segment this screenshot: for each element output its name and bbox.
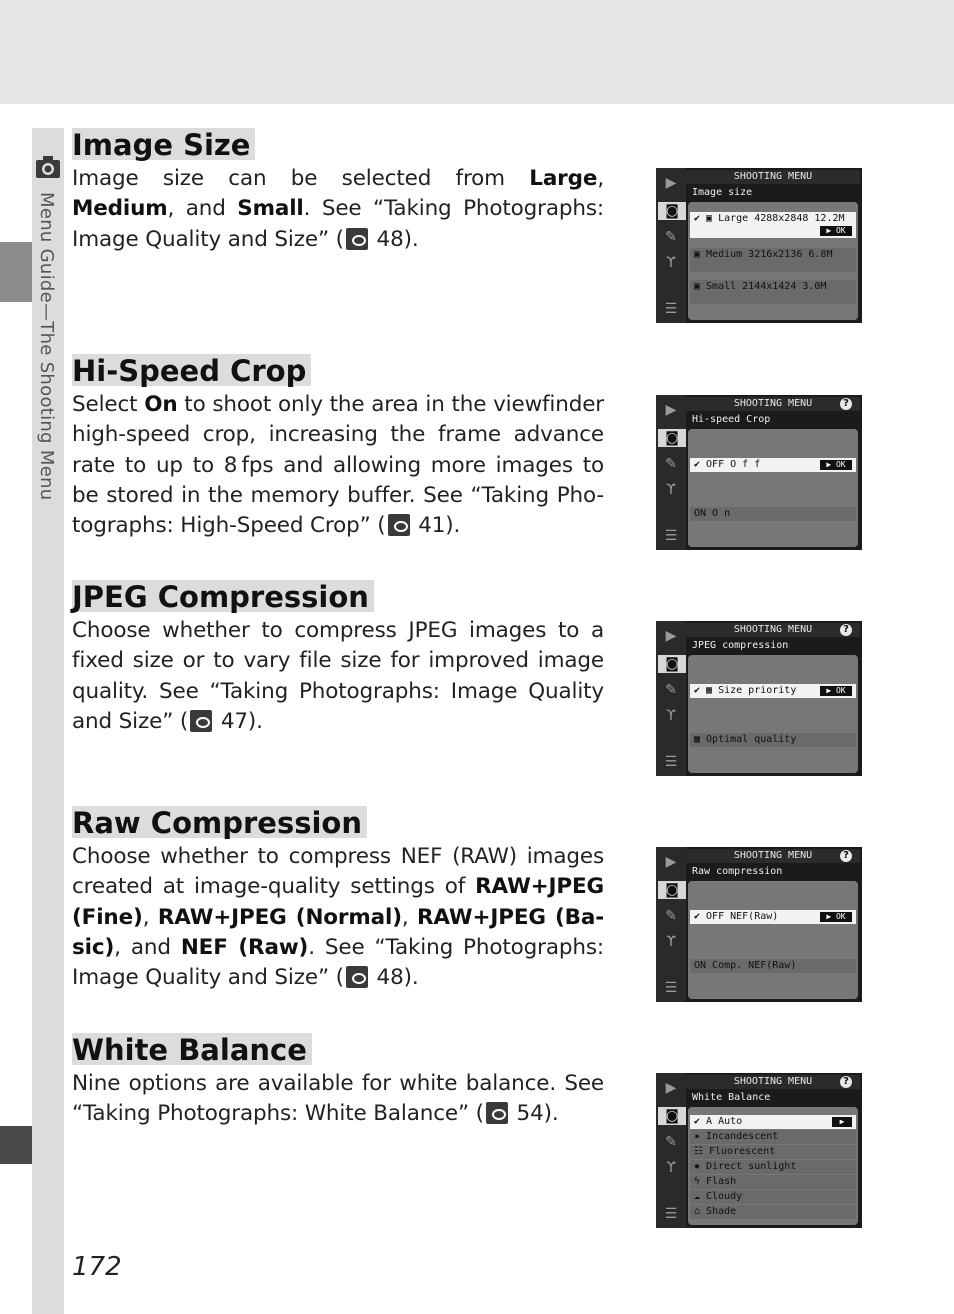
section-raw-compression [72, 806, 604, 993]
text-white-balance: Nine options are available for white balance. See “Taking Photographs: White Balance” ( 54). [72, 1071, 604, 1127]
camera-tab-icon: ◙ [658, 1107, 686, 1125]
menu-title: SHOOTING MENU [686, 397, 860, 411]
heading-raw-compression: Raw Compression [72, 806, 367, 838]
page-reference-icon [388, 514, 410, 536]
camera-tab-icon: ◙ [658, 655, 686, 673]
menu-title: SHOOTING MENU [686, 170, 860, 184]
section-image-size [72, 128, 604, 255]
menu-title: SHOOTING MENU [686, 1075, 860, 1089]
screenshot-raw-compression [656, 847, 862, 1002]
wrench-icon: ϒ [666, 708, 676, 724]
ok-icon: ▶ OK [820, 226, 852, 236]
page-reference-icon [346, 966, 368, 988]
menu-row: ▣ Medium 3216x2136 6.8M [690, 248, 856, 272]
help-icon: ? [840, 1076, 852, 1088]
page-reference-icon [346, 228, 368, 250]
wrench-icon: ϒ [666, 934, 676, 950]
camera-tab-icon: ◙ [658, 202, 686, 220]
heading-jpeg-compression: JPEG Compression [72, 580, 374, 612]
menu-row: ▣ Small 2144x1424 3.0M [690, 280, 856, 304]
pencil-icon: ✎ [665, 456, 677, 472]
menu-subtitle: Raw compression [692, 866, 783, 877]
playback-icon: ▶ [665, 402, 677, 418]
menu-row: ✹ Direct sunlight [690, 1160, 856, 1174]
side-thumb-marker [0, 1126, 32, 1164]
section-jpeg-compression [72, 580, 604, 737]
menu-row: ☷ Fluorescent [690, 1145, 856, 1159]
menu-subtitle: Hi-speed Crop [692, 414, 771, 425]
page-reference-icon [486, 1102, 508, 1124]
playback-icon: ▶ [665, 854, 677, 870]
screenshot-jpeg-compression [656, 621, 862, 776]
menu-row: ✔ OFF NEF(Raw) ▶ OK [690, 910, 856, 924]
menu-row: ⌂ Shade [690, 1205, 856, 1219]
wrench-icon: ϒ [666, 255, 676, 271]
menu-subtitle: Image size [692, 187, 753, 198]
recent-icon: ☰ [664, 301, 678, 317]
menu-subtitle: JPEG compression [692, 640, 789, 651]
camera-tab-icon: ◙ [658, 881, 686, 899]
help-icon: ? [840, 398, 852, 410]
menu-tabs [656, 168, 686, 323]
text-jpeg-compression: Choose whether to compress JPEG images to a fixed size or to vary file size for improved image quality. See “Taking Photographs: Image Quality and Size” ( 47). [72, 618, 604, 734]
camera-tab-icon: ◙ [658, 429, 686, 447]
menu-row: ϟ Flash [690, 1175, 856, 1189]
menu-row: ✔ ▣ Large 4288x2848 12.2M ▶ OK [690, 212, 856, 238]
playback-icon: ▶ [665, 175, 677, 191]
help-icon: ? [840, 850, 852, 862]
ok-icon: ▶ [832, 1117, 852, 1127]
text-raw-compression: Choose whether to compress NEF (RAW) images created at image-quality settings of RAW+JPEG (Fine), RAW+JPEG (Normal), RAW+JPEG (Ba-sic), and NEF (Raw). See “Taking Photographs: Image Quality and Size” ( 48). [72, 844, 604, 991]
menu-subtitle: White Balance [692, 1092, 771, 1103]
menu-tabs [656, 621, 686, 776]
menu-row: ✔ A Auto ▶ [690, 1115, 856, 1129]
recent-icon: ☰ [664, 528, 678, 544]
pencil-icon: ✎ [665, 682, 677, 698]
screenshot-white-balance [656, 1073, 862, 1228]
wrench-icon: ϒ [666, 1160, 676, 1176]
menu-row: ON Comp. NEF(Raw) [690, 959, 856, 973]
recent-icon: ☰ [664, 1206, 678, 1222]
playback-icon: ▶ [665, 628, 677, 644]
heading-hi-speed-crop: Hi-Speed Crop [72, 354, 311, 386]
menu-row: ✔ OFF O f f ▶ OK [690, 458, 856, 472]
pencil-icon: ✎ [665, 1134, 677, 1150]
page-number: 172 [72, 1252, 122, 1282]
menu-row: ▦ Optimal quality [690, 733, 856, 747]
recent-icon: ☰ [664, 754, 678, 770]
wrench-icon: ϒ [666, 482, 676, 498]
heading-image-size: Image Size [72, 128, 255, 160]
chapter-label: Menu Guide—The Shooting Menu [36, 192, 57, 501]
heading-white-balance: White Balance [72, 1033, 312, 1065]
menu-row: ON O n [690, 507, 856, 521]
playback-icon: ▶ [665, 1080, 677, 1096]
menu-panel [688, 881, 858, 999]
menu-tabs [656, 847, 686, 1002]
screenshot-image-size [656, 168, 862, 323]
section-white-balance [72, 1033, 604, 1130]
section-hi-speed-crop [72, 354, 604, 541]
help-icon: ? [840, 624, 852, 636]
side-section-marker [0, 242, 32, 302]
pencil-icon: ✎ [665, 229, 677, 245]
text-hi-speed-crop: Select On to shoot only the area in the viewfinder high-speed crop, increasing the frame advance rate to up to 8 fps and allowing more images to be stored in the memory buffer. See “Taking Pho-tographs: High-Speed Crop” ( 41). [72, 392, 604, 539]
screenshot-hi-speed-crop [656, 395, 862, 550]
ok-icon: ▶ OK [820, 460, 852, 470]
camera-icon [34, 152, 62, 182]
text-image-size: Image size can be selected from Large, Medium, and Small. See “Taking Photographs: Image Quality and Size” ( 48). [72, 166, 604, 252]
menu-tabs [656, 395, 686, 550]
menu-tabs [656, 1073, 686, 1228]
header-band [0, 0, 954, 104]
menu-panel [688, 655, 858, 773]
menu-title: SHOOTING MENU [686, 849, 860, 863]
menu-row: ✔ ▦ Size priority ▶ OK [690, 684, 856, 698]
menu-row: ✷ Incandescent [690, 1130, 856, 1144]
ok-icon: ▶ OK [820, 912, 852, 922]
menu-panel [688, 429, 858, 547]
recent-icon: ☰ [664, 980, 678, 996]
menu-title: SHOOTING MENU [686, 623, 860, 637]
page-reference-icon [190, 710, 212, 732]
pencil-icon: ✎ [665, 908, 677, 924]
ok-icon: ▶ OK [820, 686, 852, 696]
menu-row: ☁ Cloudy [690, 1190, 856, 1204]
